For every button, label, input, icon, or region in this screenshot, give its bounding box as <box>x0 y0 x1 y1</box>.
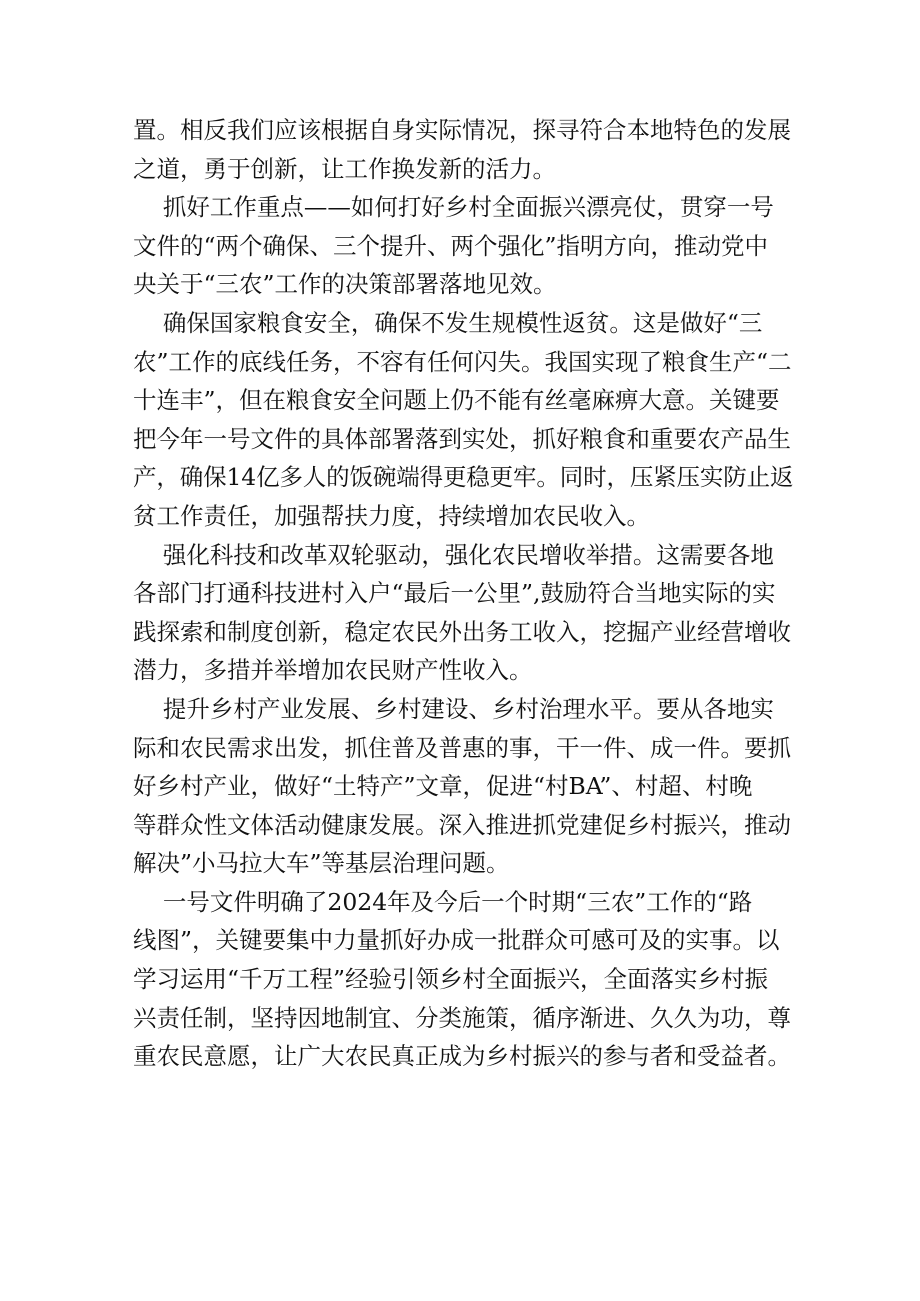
text-line: 强化科技和改革双轮驱动，强化农民增收举措。这需要各地 <box>133 540 774 569</box>
text-line: 把今年一号文件的具体部署落到实处，抓好粮食和重要农产品生 <box>133 424 791 453</box>
text-line: 抓好工作重点——如何打好乡村全面振兴漂亮仗，贯穿一号 <box>133 193 774 222</box>
paragraph <box>133 304 793 536</box>
text-line: 十连丰”，但在粮食安全问题上仍不能有丝毫麻痹大意。关键要 <box>133 386 780 415</box>
paragraph <box>133 883 793 1076</box>
text-line: 农”工作的底线任务，不容有任何闪失。我国实现了粮食生产“二 <box>133 347 792 376</box>
text-line: 解决”小马拉大车”等基层治理问题。 <box>133 849 510 878</box>
text-line: 线图”，关键要集中力量抓好办成一批群众可感可及的实事。以 <box>133 926 780 955</box>
text-line: 置。相反我们应该根据自身实际情况，探寻符合本地特色的发展 <box>133 116 791 144</box>
text-line: 提升乡村产业发展、乡村建设、乡村治理水平。要从各地实 <box>133 694 774 723</box>
text-line: 潜力，多措并举增加农民财产性收入。 <box>133 656 533 685</box>
text-line: 各部门打通科技进村入户“最后一公里”,鼓励符合当地实际的实 <box>133 579 776 608</box>
text-line: 一号文件明确了2024年及今后一个时期“三农”工作的“路 <box>133 887 753 916</box>
paragraph <box>133 111 793 188</box>
text-line: 央关于“三农”工作的决策部署落地见效。 <box>133 270 557 299</box>
text-line: 兴责任制，坚持因地制宜、分类施策，循序渐进、久久为功，尊 <box>133 1003 791 1032</box>
text-line: 学习运用“千万工程”经验引领乡村全面振兴，全面落实乡村振 <box>133 965 769 994</box>
text-line: 贫工作责任，加强帮扶力度，持续增加农民收入。 <box>133 501 650 530</box>
text-line: 文件的“两个确保、三个提升、两个强化”指明方向，推动党中 <box>133 231 769 260</box>
text-line: 之道，勇于创新，让工作换发新的活力。 <box>133 154 556 183</box>
text-line: 产，确保14亿多人的饭碗端得更稳更牢。同时，压紧压实防止返 <box>133 463 794 492</box>
text-line: 重农民意愿，让广大农民真正成为乡村振兴的参与者和受益者。 <box>133 1042 791 1071</box>
paragraph <box>133 536 793 690</box>
text-line: 确保国家粮食安全，确保不发生规模性返贫。这是做好“三 <box>133 308 763 337</box>
text-line: 好乡村产业，做好“土特产”文章，促进“村BA”、村超、村晚 <box>133 772 753 801</box>
paragraph <box>133 188 793 304</box>
text-line: 践探索和制度创新，稳定农民外出务工收入，挖掘产业经营增收 <box>133 617 791 646</box>
body-text <box>133 111 793 1076</box>
text-line: 等群众性文体活动健康发展。深入推进抓党建促乡村振兴，推动 <box>133 810 791 839</box>
text-line: 际和农民需求出发，抓住普及普惠的事，干一件、成一件。要抓 <box>133 733 791 762</box>
paragraph <box>133 690 793 883</box>
